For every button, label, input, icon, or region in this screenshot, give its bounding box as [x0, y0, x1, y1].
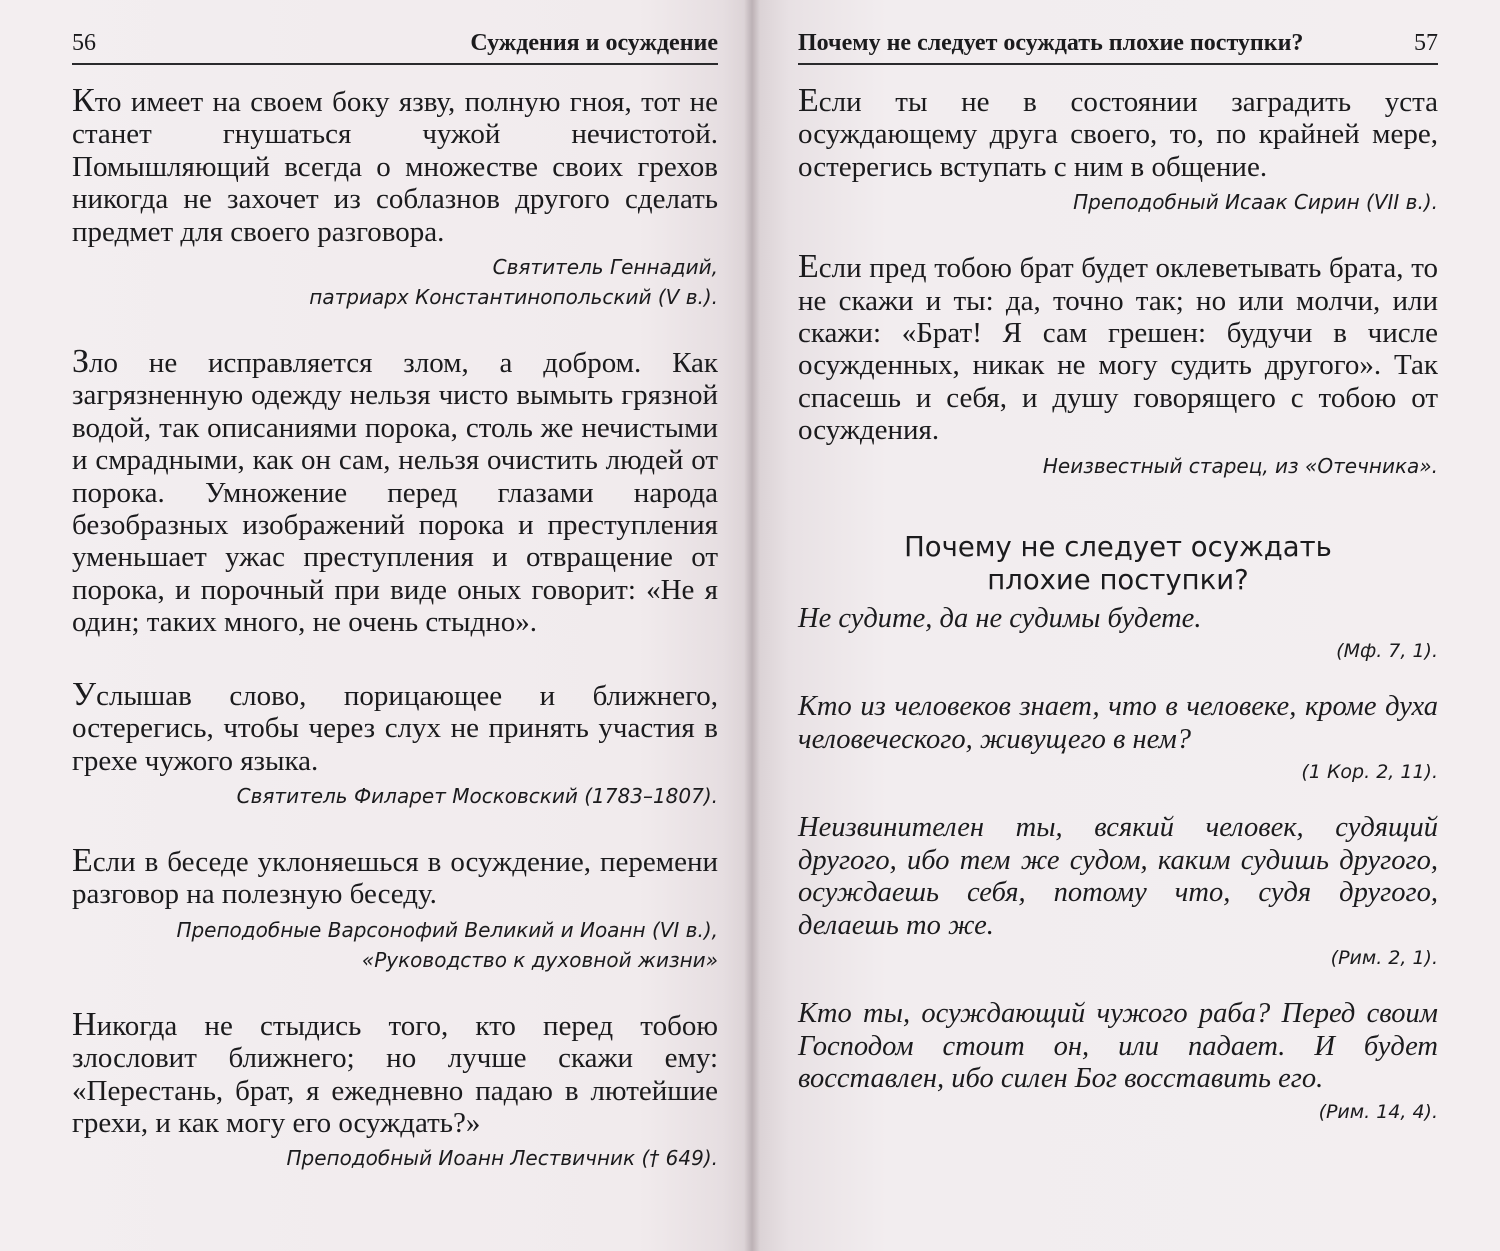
right-page-body [798, 82, 1438, 1126]
passage [798, 82, 1438, 217]
right-page-header [798, 30, 1438, 65]
scripture-verse [798, 998, 1438, 1126]
passage-text: Никогда не стыдись того, кто перед тобою злословит ближнего; но лучше скажи ему: «Перестань, брат, я ежедневно падаю в лютейшие грехи, и как могу его осуждать?» [72, 1005, 718, 1139]
passage-text: Кто имеет на своем боку язву, полную гноя, тот не станет гнушаться чужой нечистотой. Помышляющий всегда о множестве своих грехов никогда не захочет из соблазнов другого сделать предмет для своего разговора. [72, 82, 718, 248]
attribution: Преподобные Варсонофий Великий и Иоанн (VI в.), [176, 917, 718, 942]
passage [72, 675, 718, 811]
left-page-body [72, 82, 718, 1173]
passage-text: Если пред тобою брат будет оклеветывать брата, то не скажи и ты: да, точно так; но или молчи, или скажи: «Брат! Я сам грешен: будучи в числе осужденных, никак не могу судить другого». Так спасешь и себя, и душу говорящего с тобою от осуждения. [798, 248, 1438, 447]
attribution: Святитель Геннадий, [492, 255, 718, 280]
passage [798, 248, 1438, 480]
verse-reference: (Рим. 2, 1). [1330, 947, 1438, 970]
attribution: Преподобный Иоанн Лествичник († 649). [286, 1146, 718, 1171]
book-gutter [744, 0, 760, 1251]
attribution: патриарх Константинопольский (V в.). [309, 285, 718, 310]
scripture-verse [798, 691, 1438, 786]
verse-reference: (1 Кор. 2, 11). [1301, 761, 1438, 784]
scripture-verse [798, 603, 1438, 666]
passage-text: Если ты не в состоянии заградить уста осуждающему друга своего, то, по крайней мере, остерегись вступать с ним в общение. [798, 82, 1438, 183]
passage-text: Если в беседе уклоняешься в осуждение, перемени разговор на полезную беседу. [72, 841, 718, 911]
passage [72, 1005, 718, 1174]
running-title: Почему не следует осуждать плохие поступки? [798, 30, 1304, 56]
verse-text: Не судите, да не судимы будете. [798, 602, 1202, 634]
verse-text: Кто из человеков знает, что в человеке, кроме духа человеческого, живущего в нем? [798, 691, 1438, 755]
verse-text: Неизвинителен ты, всякий человек, судящий другого, ибо тем же судом, каким судишь другого, осуждаешь себя, потому что, судя другого, делаешь то же. [798, 812, 1438, 941]
verse-reference: (Рим. 14, 4). [1318, 1100, 1438, 1123]
passage-text: Услышав слово, порицающее и ближнего, остерегись, чтобы через слух не принять участия в грехе чужого языка. [72, 675, 718, 777]
left-page-header [72, 30, 718, 65]
passage-text: Зло не исправляется злом, а добром. Как загрязненную одежду нельзя чисто вымыть грязной водой, так описаниями порока, столь же нечистыми и смрадными, как он сам, нельзя очистить людей от порока. Умножение перед глазами народа безобразных изображений порока и преступления уменьшает ужас преступления и отвращение от порока, и порочный при виде оных говорит: «Не я один; таких много, не очень стыдно». [72, 343, 718, 639]
running-title: Суждения и осуждение [470, 30, 718, 56]
page-number: 57 [1414, 30, 1438, 56]
attribution: Святитель Филарет Московский (1783–1807). [236, 783, 718, 808]
scripture-verse [798, 812, 1438, 972]
passage [72, 343, 718, 639]
attribution: Неизвестный старец, из «Отечника». [1042, 453, 1438, 478]
right-page [752, 0, 1500, 1251]
verse-reference: (Мф. 7, 1). [1336, 640, 1438, 663]
attribution: «Руководство к духовной жизни» [361, 947, 718, 972]
passage [72, 841, 718, 975]
attribution: Преподобный Исаак Сирин (VII в.). [1073, 190, 1438, 215]
section-title: Почему не следует осуждать плохие поступки? [904, 530, 1332, 596]
passage [72, 82, 718, 312]
verse-text: Кто ты, осуждающий чужого раба? Перед своим Господом стоит он, или падает. И будет восставлен, ибо силен Бог восставить его. [798, 998, 1438, 1095]
page-number: 56 [72, 30, 96, 56]
